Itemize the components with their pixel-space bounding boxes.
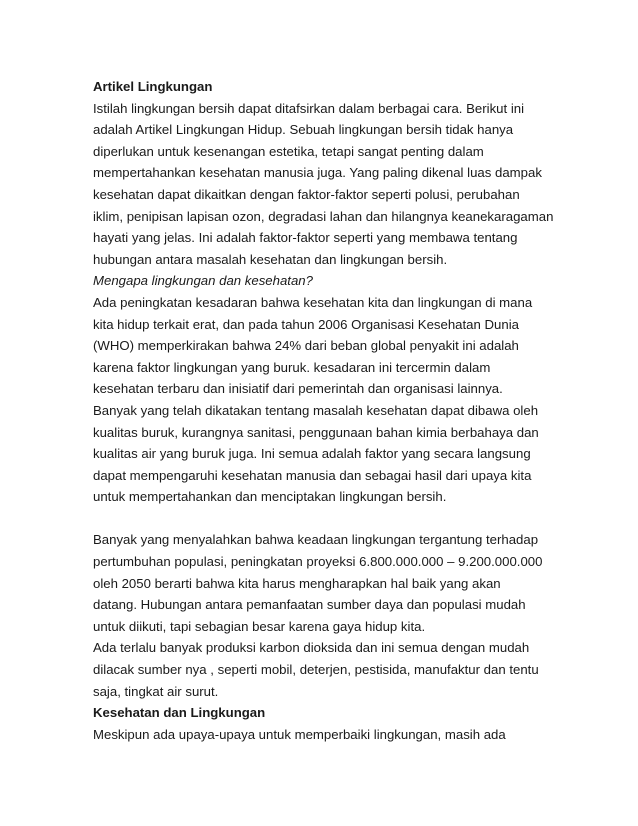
health-paragraph — [93, 724, 553, 746]
paragraph-line: pertumbuhan populasi, peningkatan proyeksi 6.800.000.000 – 9.200.000.000 — [93, 554, 543, 570]
paragraph-line: oleh 2050 berarti bahwa kita harus mengharapkan hal baik yang akan — [93, 575, 501, 591]
paragraph-line: kesehatan terbaru dan inisiatif dari pemerintah dan organisasi lainnya. — [93, 381, 503, 397]
paragraph-line: iklim, penipisan lapisan ozon, degradasi lahan dan hilangnya keanekaragaman — [93, 208, 554, 224]
carbon-paragraph — [93, 637, 553, 702]
paragraph-line: adalah Artikel Lingkungan Hidup. Sebuah lingkungan bersih tidak hanya — [93, 122, 514, 138]
section-heading: Kesehatan dan Lingkungan — [93, 705, 266, 721]
population-paragraph — [93, 529, 553, 637]
paragraph-line: Ada peningkatan kesadaran bahwa kesehatan kita dan lingkungan di mana — [93, 294, 533, 310]
paragraph-line: untuk diikuti, tapi sebagian besar karena gaya hidup kita. — [93, 618, 426, 634]
paragraph-line: Banyak yang telah dikatakan tentang masalah kesehatan dapat dibawa oleh — [93, 402, 539, 418]
paragraph-line: datang. Hubungan antara pemanfaatan sumber daya dan populasi mudah — [93, 597, 526, 613]
quality-paragraph — [93, 400, 553, 508]
paragraph-line: Banyak yang menyalahkan bahwa keadaan lingkungan tergantung terhadap — [93, 532, 539, 548]
paragraph-line: saja, tingkat air surut. — [93, 683, 219, 699]
paragraph-line: diperlukan untuk kesenangan estetika, tetapi sangat penting dalam — [93, 143, 484, 159]
paragraph-line: dilacak sumber nya , seperti mobil, deterjen, pestisida, manufaktur dan tentu — [93, 662, 539, 678]
paragraph-line: Ada terlalu banyak produksi karbon dioksida dan ini semua dengan mudah — [93, 640, 530, 656]
paragraph-line: kualitas air yang buruk juga. Ini semua adalah faktor yang secara langsung — [93, 446, 531, 462]
document-page — [93, 76, 553, 745]
paragraph-line: mempertahankan kesehatan manusia juga. Yang paling dikenal luas dampak — [93, 165, 542, 181]
paragraph-line: untuk mempertahankan dan menciptakan lingkungan bersih. — [93, 489, 447, 505]
paragraph-line: kita hidup terkait erat, dan pada tahun 2006 Organisasi Kesehatan Dunia — [93, 316, 519, 332]
paragraph-line: karena faktor lingkungan yang buruk. kesadaran ini tercermin dalam — [93, 359, 491, 375]
paragraph-line: dapat mempengaruhi kesehatan manusia dan sebagai hasil dari upaya kita — [93, 467, 532, 483]
paragraph-line: Meskipun ada upaya-upaya untuk memperbaiki lingkungan, masih ada — [93, 726, 506, 742]
awareness-paragraph — [93, 292, 553, 400]
question-subheading: Mengapa lingkungan dan kesehatan? — [93, 273, 313, 289]
paragraph-line: Istilah lingkungan bersih dapat ditafsirkan dalam berbagai cara. Berikut ini — [93, 100, 525, 116]
article-title: Artikel Lingkungan — [93, 79, 213, 94]
paragraph-line: kesehatan dapat dikaitkan dengan faktor-faktor seperti polusi, perubahan — [93, 186, 520, 202]
intro-paragraph — [93, 98, 553, 271]
paragraph-line: kualitas buruk, kurangnya sanitasi, penggunaan bahan kimia berbahaya dan — [93, 424, 539, 440]
blank-line — [93, 508, 553, 530]
paragraph-line: (WHO) memperkirakan bahwa 24% dari beban global penyakit ini adalah — [93, 338, 519, 354]
paragraph-line: hubungan antara masalah kesehatan dan lingkungan bersih. — [93, 251, 448, 267]
paragraph-line: hayati yang jelas. Ini adalah faktor-faktor seperti yang membawa tentang — [93, 230, 518, 246]
